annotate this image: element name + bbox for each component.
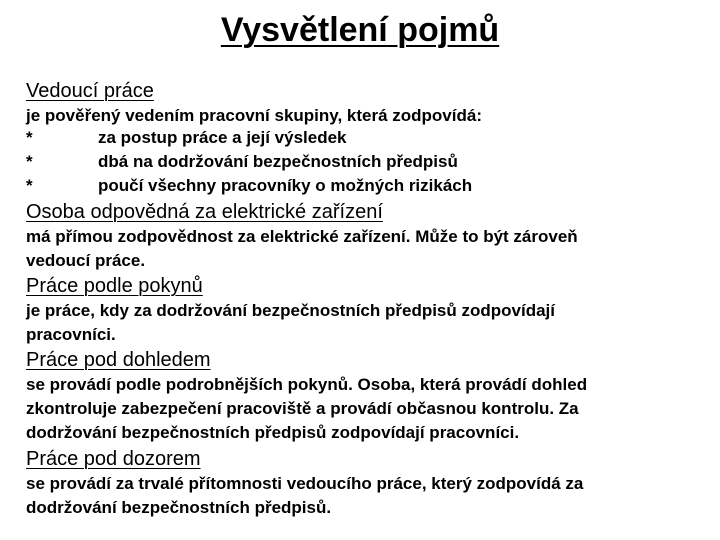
section-heading-prace-pod-dozorem: Práce pod dozorem [26, 448, 201, 470]
body-line: dodržování bezpečnostních předpisů. [26, 498, 332, 517]
section-heading-prace-pod-dohledem: Práce pod dohledem [26, 349, 211, 371]
section-heading-osoba-odpovedna: Osoba odpovědná za elektrické zařízení [26, 201, 383, 223]
bullet-text: za postup práce a její výsledek [98, 128, 347, 147]
bullet-text: dbá na dodržování bezpečnostních předpisů [98, 152, 458, 171]
body-line: se provádí podle podrobnějších pokynů. Osoba, která provádí dohled [26, 375, 588, 394]
bullet-marker: * [26, 176, 33, 195]
section-body [26, 299, 696, 347]
body-line: dodržování bezpečnostních předpisů zodpovídají pracovníci. [26, 423, 520, 442]
bullet-item [26, 174, 472, 198]
bullet-marker: * [26, 128, 33, 147]
section-body [26, 373, 696, 445]
section-heading-prace-podle-pokynu: Práce podle pokynů [26, 275, 203, 297]
section-body [26, 225, 696, 273]
section-heading-vedouci-prace: Vedoucí práce [26, 80, 154, 102]
body-line: má přímou zodpovědnost za elektrické zařízení. Může to být zároveň [26, 227, 578, 246]
bullet-text: poučí všechny pracovníky o možných rizikách [98, 176, 473, 195]
body-line: se provádí za trvalé přítomnosti vedoucího práce, který zodpovídá za [26, 474, 584, 493]
body-line: vedoucí práce. [26, 251, 146, 270]
page-title: Vysvětlení pojmů [220, 11, 500, 49]
section-body [26, 472, 696, 520]
body-line: zkontroluje zabezpečení pracoviště a provádí občasnou kontrolu. Za [26, 399, 579, 418]
bullet-marker: * [26, 152, 33, 171]
bullet-item [26, 126, 347, 150]
section-intro: je pověřený vedením pracovní skupiny, která zodpovídá: [26, 106, 482, 125]
bullet-item [26, 150, 458, 174]
body-line: pracovníci. [26, 325, 116, 344]
body-line: je práce, kdy za dodržování bezpečnostních předpisů zodpovídají [26, 301, 555, 320]
